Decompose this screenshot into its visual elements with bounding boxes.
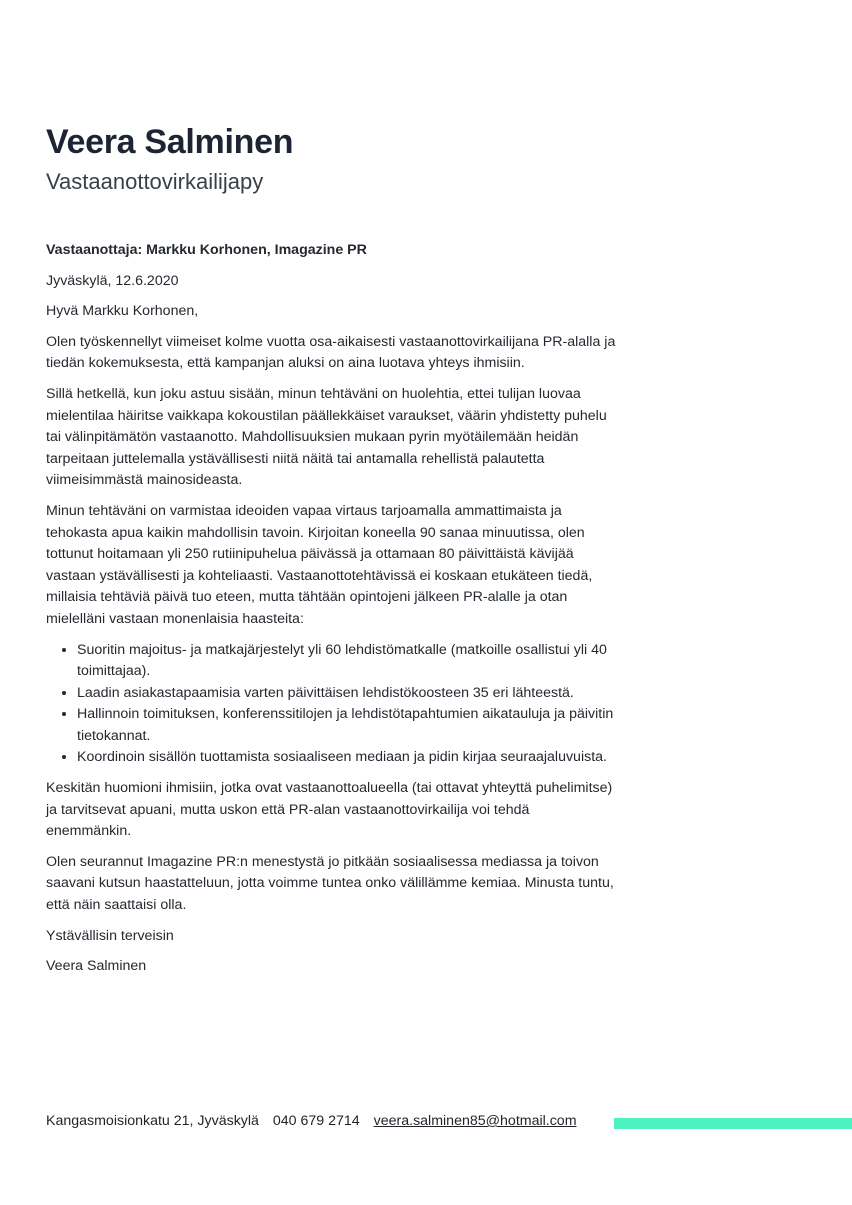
paragraph-focus: Keskitän huomioni ihmisiin, jotka ovat vastaanottoalueella (tai ottavat yhteyttä puhelimitse) ja tarvitsevat apuani, mutta uskon että PR-alan vastaanottovirkailija voi tehdä enemmänkin. [46,780,613,840]
signature: Veera Salminen [46,958,147,975]
letter-header [46,120,293,196]
job-title: Vastaanottovirkailijapy [46,169,264,194]
list-item: • Hallinnoin toimituksen, konferenssitilojen ja lehdistötapahtumien aikatauluja ja päivitin tietokannat. [77,704,616,747]
list-item: • Laadin asiakastapaamisia varten päivittäisen lehdistökoosteen 35 eri lähteestä. [77,683,616,705]
greeting: Hyvä Markku Korhonen, [46,303,199,320]
address: Kangasmoisionkatu 21, Jyväskylä [46,1113,259,1129]
sign-off: Ystävällisin terveisin [46,927,174,944]
paragraph-role: Sillä hetkellä, kun joku astuu sisään, minun tehtäväni on huolehtia, ettei tulijan luovaa mielentilaa häiritse vaikkapa kokoustilan päällekkäiset varaukset, väärin yhdistetty puhelu tai välinpitämätön vastaanotto. Mahdollisuuksien mukaan pyrin myötäilemään heidän tarpeitaan juttelemalla ystävällisesti niitä näitä tai antamalla rehellistä palautetta viimeisimmästä mainosideasta. [46,385,607,489]
accent-bar [614,1118,852,1129]
phone-number: 040 679 2714 [272,1113,360,1129]
letter-body [46,240,616,987]
email-link[interactable]: veera.salminen85@hotmail.com [373,1113,577,1129]
list-item: • Koordinoin sisällön tuottamista sosiaaliseen mediaan ja pidin kirjaa seuraajaluvuista. [77,747,616,769]
contact-footer [46,1113,577,1129]
paragraph-closing: Olen seurannut Imagazine PR:n menestystä jo pitkään sosiaalisessa mediassa ja toivon saavani kutsun haastatteluun, jotta voimme tuntea onko välillämme kemiaa. Minusta tuntu, että näin saattaisi olla. [46,853,614,914]
achievements-list [46,640,616,770]
place-date: Jyväskylä, 12.6.2020 [46,272,179,289]
applicant-name: Veera Salminen [46,123,294,161]
paragraph-intro: Olen työskennellyt viimeiset kolme vuotta osa-aikaisesti vastaanottovirkailijana PR-alalla ja tiedän kokemuksesta, että kampanjan aluksi on aina luotava yhteys ihmisiin. [46,333,616,372]
recipient-line: Vastaanottaja: Markku Korhonen, Imagazine PR [46,242,367,258]
paragraph-skills: Minun tehtäväni on varmistaa ideoiden vapaa virtaus tarjoamalla ammattimaista ja tehokasta apua kaikin mahdollisin tavoin. Kirjoitan koneella 90 sanaa minuutissa, olen tottunut hoitamaan yli 250 rutiinipuhelua päivässä ja ottamaan 80 päivittäistä kävijää vastaan ystävällisesti ja kohteliaasti. Vastaanottotehtävissä ei koskaan etukäteen tiedä, millaisia tehtäviä päivä tuo eteen, mutta tähtään opintojeni jälkeen PR-alalle ja otan mielelläni vastaan monenlaisia haasteita: [46,502,593,627]
list-item: • Suoritin majoitus- ja matkajärjestelyt yli 60 lehdistömatkalle (matkoille osallistui yli 40 toimittajaa). [77,640,616,683]
